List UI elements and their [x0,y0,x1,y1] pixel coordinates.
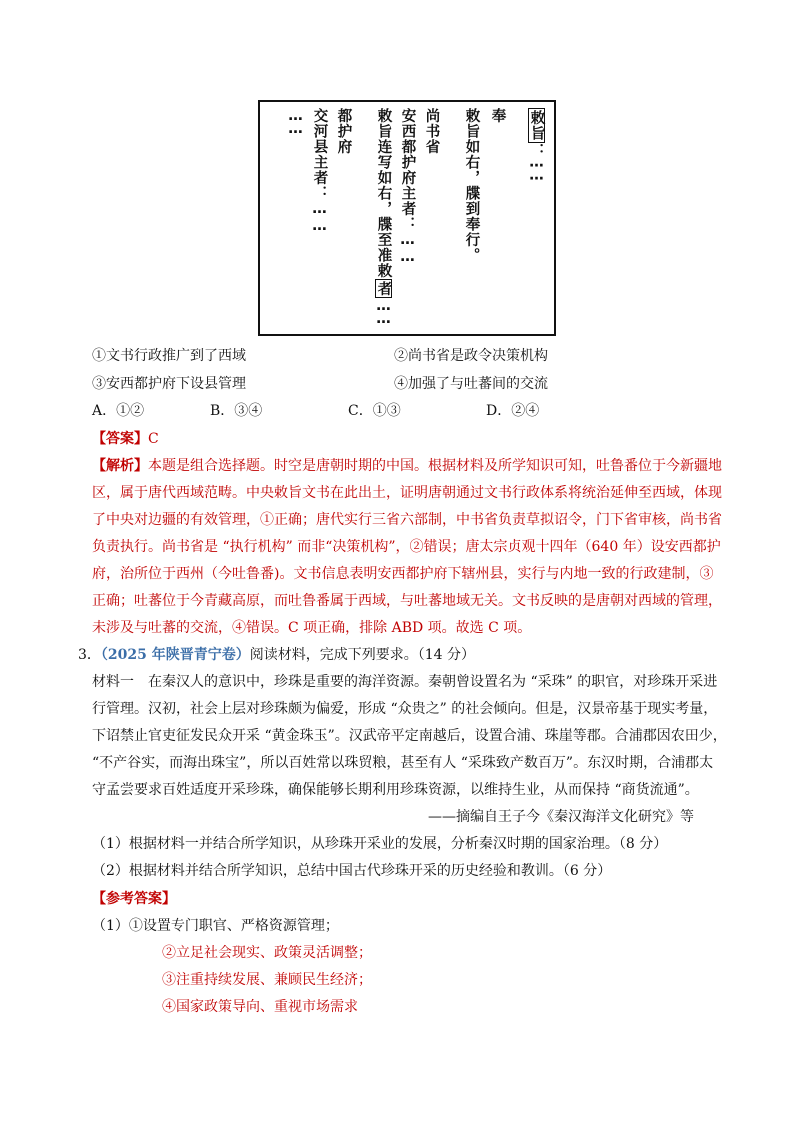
answer-line [92,429,159,449]
doc-column-6: …… [287,108,304,134]
analysis-line-3: 了中央对边疆的有效管理，①正确；唐代实行三省六部制，中书省负责草拟诏令，门下省审核，尚书省 [92,512,722,528]
material-line-1: 材料一 在秦汉人的意识中，珍珠是重要的海洋资源。秦朝曾设置名为 “采珠” 的职官，对珍珠开采进 [92,674,718,690]
doc-boxed-word: 敕旨 [528,110,545,141]
question-source: （2025 年陕晋青宁卷） [100,647,250,663]
reference-answer-label: 【参考答案】 [92,891,176,907]
sub-question-2: （2）根据材料并结合所学知识，总结中国古代珍珠开采的历史经验和教训。（6 分） [92,863,612,879]
material-citation: ——摘编自王子今《秦汉海洋文化研究》等 [428,809,694,825]
doc-column-5: 交河县主者：…… [311,108,328,235]
analysis-line-2: 区，属于唐代西域范畴。中央敕旨文书在此出土，证明唐朝通过文书行政体系将统治延伸至西域，体现 [92,485,722,501]
option-3: ③安西都护府下设县管理 [92,376,246,392]
reference-answer-3: ③注重持续发展、兼顾民生经济； [162,972,372,988]
choice-c: C．①③ [348,403,401,419]
analysis-line-7: 未涉及与吐蕃的交流，④错误。C 项正确，排除 ABD 项。故选 C 项。 [92,620,532,636]
sub-question-1: （1）根据材料一并结合所学知识，从珍珠开采业的发展，分析秦汉时期的国家治理。（8 分） [92,836,668,852]
option-1: ①文书行政推广到了西域 [92,348,246,364]
doc-column-2: 敕旨如右，牒到奉行。 [463,108,480,263]
question-number: 3． [78,647,101,663]
choice-b: B．③④ [210,403,263,419]
document-image [258,100,556,336]
doc-column-3-top: 尚书省 [423,108,440,155]
doc-column-5-top: 都护府 [335,108,352,155]
option-2: ②尚书省是政令决策机构 [394,348,548,364]
choice-a: A．①② [92,403,145,419]
analysis-line-1: 【解析】本题是组合选择题。时空是唐朝时期的中国。根据材料及所学知识可知，吐鲁番位于今新疆地 [92,458,722,474]
answer-value: C [148,431,159,447]
analysis-label: 【解析】 [92,458,148,474]
material-line-2: 行管理。汉初，社会上层对珍珠颇为偏爱，形成 “众贵之” 的社会倾向。但是，汉景帝基于现实考量， [92,701,718,717]
material-line-3: 下诏禁止官吏征发民众开采 “黄金珠玉”。汉武帝平定南越后，设置合浦、珠崖等郡。合浦郡因农田少， [92,728,727,744]
reference-answer-4: ④国家政策导向、重视市场需求 [162,999,358,1015]
question-3-header [78,645,475,665]
answer-label: 【答案】 [92,431,148,447]
material-line-4: “不产谷实，而海出珠宝”，所以百姓常以珠贸粮，甚至有人 “采珠致产数百万”。东汉时期，合浦郡太 [92,755,714,771]
material-line-5: 守孟尝要求百姓适度开采珍珠，确保能够长期利用珍珠资源，以维持生业，从而保持 “商货流通”。 [92,782,699,798]
option-4: ④加强了与吐蕃间的交流 [394,376,548,392]
reference-answer-2: ②立足社会现实、政策灵活调整； [162,945,372,961]
doc-column-2-top: 奉 [489,108,506,124]
analysis-line-5: 府，治所位于西州（今吐鲁番)。文书信息表明安西都护府下辖州县，实行与内地一致的行政建制，③ [92,566,714,582]
doc-boxed-word-2: 者 [375,280,392,296]
doc-column-1: 敕旨：…… [528,110,545,181]
question-prompt: 阅读材料，完成下列要求。（14 分） [249,647,476,663]
reference-answer-1: （1）①设置专门职官、严格资源管理； [92,918,339,934]
choice-d: D．②④ [486,403,540,419]
doc-column-4: 敕旨连写如右，牒至准敕者…… [375,108,392,324]
analysis-line-4: 负责执行。尚书省是 “执行机构” 而非“决策机构”，②错误；唐太宗贞观十四年（640 年）设安西都护 [92,539,721,555]
doc-column-3: 安西都护府主者：…… [399,108,416,266]
analysis-line-6: 正确；吐蕃位于今青藏高原，而吐鲁番属于西域，与吐蕃地域无关。文书反映的是唐朝对西域的管理， [92,593,722,609]
